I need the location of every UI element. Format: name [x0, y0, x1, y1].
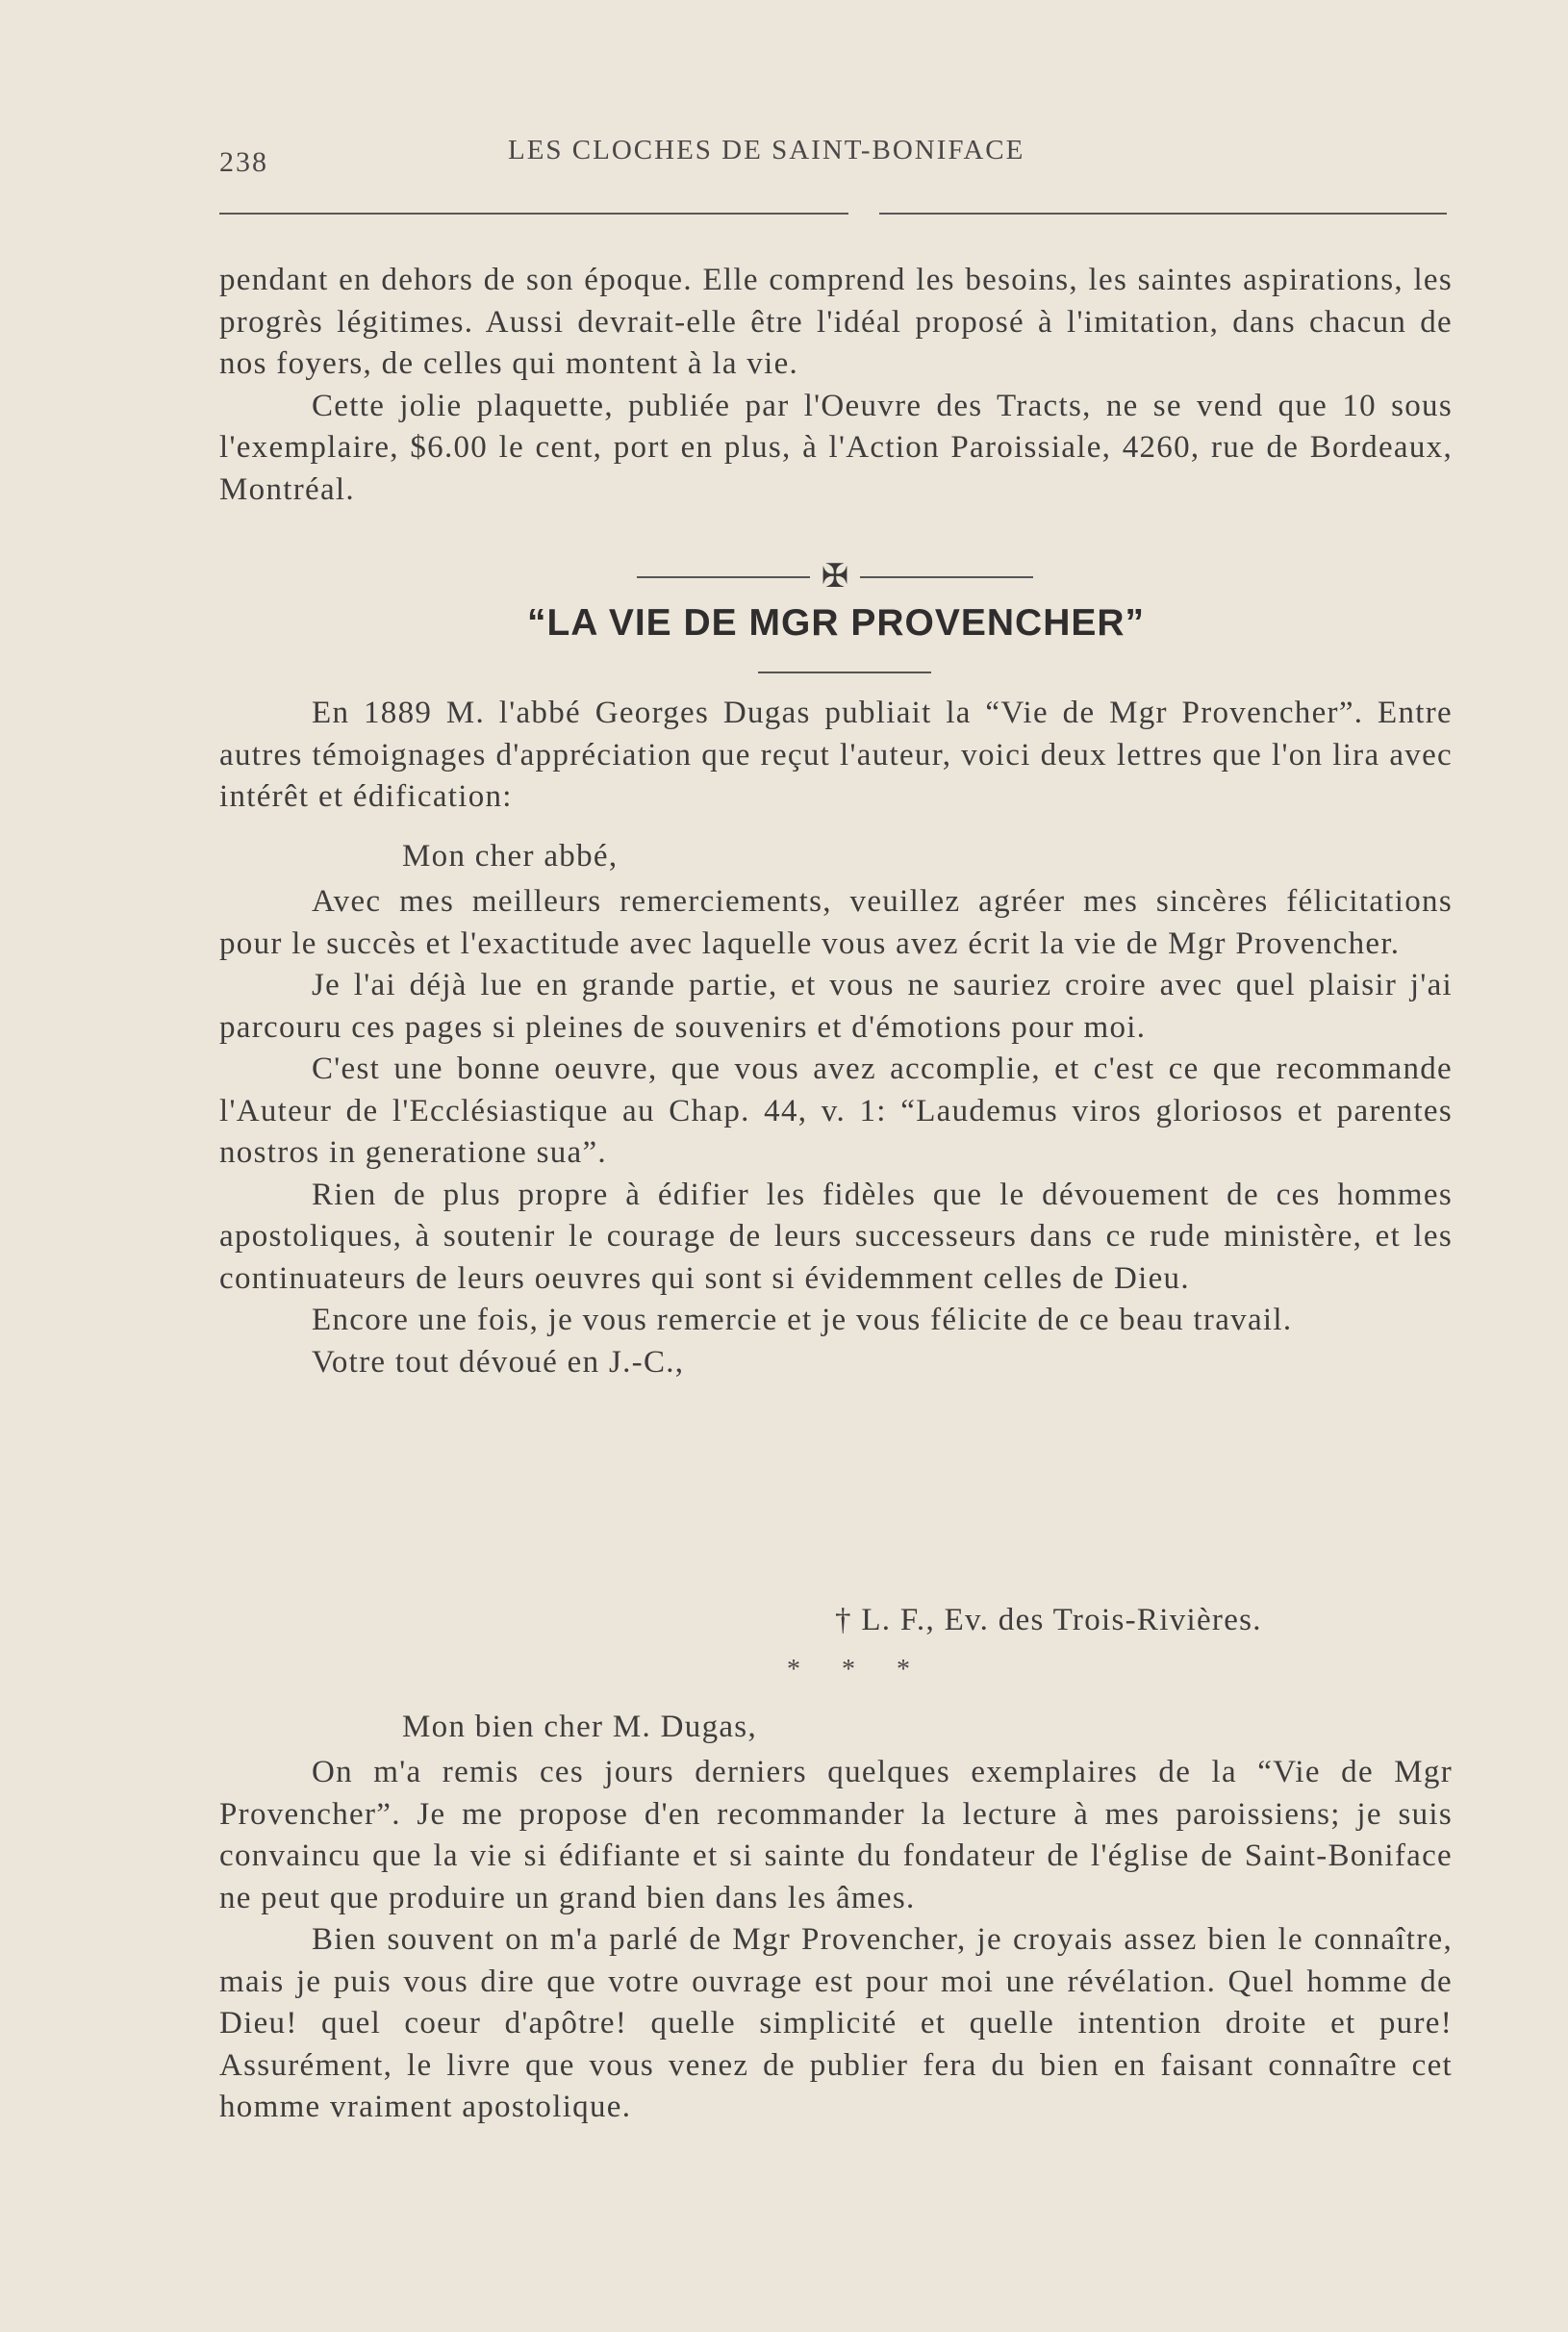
running-title: LES CLOCHES DE SAINT-BONIFACE: [508, 135, 1025, 165]
page-number: 238: [219, 146, 268, 178]
intro-paragraph: pendant en dehors de son époque. Elle comprend les besoins, les saintes aspirations, les progrès légitimes. Aussi devrait-elle être l'idéal proposé à l'imitation, dans chacun de nos foyers, de celles qui montent à la vie.: [219, 263, 1453, 381]
intro-text: [219, 260, 1453, 511]
section-intro-paragraph: En 1889 M. l'abbé Georges Dugas publiait la “Vie de Mgr Provencher”. Entre autres témoignages d'appréciation que reçut l'auteur, voici deux lettres que l'on lira avec intérêt et édification:: [219, 696, 1453, 814]
letter2-body: [219, 1752, 1453, 2129]
letter2-paragraph: On m'a remis ces jours derniers quelques exemplaires de la “Vie de Mgr Provencher”. Je me propose d'en recommander la lecture à mes paroissiens; je suis convaincu que la vie si édifiante et si sainte du fondateur de l'église de Saint-Boniface ne peut que produire un grand bien dans les âmes.: [219, 1755, 1453, 1915]
section-intro: [219, 693, 1453, 819]
ornament-dash-right: [860, 576, 1033, 578]
letter2-paragraph: Bien souvent on m'a parlé de Mgr Provencher, je croyais assez bien le connaître, mais je puis vous dire que votre ouvrage est pour moi une révélation. Quel homme de Dieu! quel coeur d'apôtre! quelle simplicité et quelle intention droite et pure! Assurément, le livre que vous venez de publier fera du bien en faisant connaître cet homme vraiment apostolique.: [219, 1922, 1453, 2124]
letter1-paragraph: C'est une bonne oeuvre, que vous avez accomplie, et c'est ce que recommande l'Auteur de l'Ecclésiastique au Chap. 44, v. 1: “Laudemus viros gloriosos et parentes nostros in generatione sua”.: [219, 1052, 1453, 1170]
cross-icon: ✠: [821, 559, 849, 595]
letter2-salutation: Mon bien cher M. Dugas,: [402, 1710, 758, 1744]
asterism-separator: * * *: [787, 1655, 927, 1685]
section-title: “LA VIE DE MGR PROVENCHER”: [526, 602, 1146, 644]
intro-paragraph: Cette jolie plaquette, publiée par l'Oeuvre des Tracts, ne se vend que 10 sous l'exemplaire, $6.00 le cent, port en plus, à l'Action Paroissiale, 4260, rue de Bordeaux, Montréal.: [219, 388, 1453, 507]
letter1-paragraph: Avec mes meilleurs remerciements, veuillez agréer mes sincères félicitations pour le succès et l'exactitude avec laquelle vous avez écrit la vie de Mgr Provencher.: [219, 884, 1453, 961]
title-rule: [758, 672, 931, 673]
letter1-closing: Votre tout dévoué en J.-C.,: [312, 1344, 685, 1380]
header-rule-right: [879, 213, 1447, 215]
letter1-paragraph: Encore une fois, je vous remercie et je vous félicite de ce beau travail.: [312, 1303, 1293, 1337]
page-header: [219, 135, 1447, 183]
ornament-dash-left: [637, 576, 810, 578]
letter1-signature: † L. F., Ev. des Trois-Rivières.: [835, 1603, 1262, 1637]
letter1-salutation: Mon cher abbé,: [402, 839, 619, 874]
letter1-paragraph: Je l'ai déjà lue en grande partie, et vous ne sauriez croire avec quel plaisir j'ai parcouru ces pages si pleines de souvenirs et d'émotions pour moi.: [219, 968, 1453, 1045]
letter1-body: [219, 881, 1453, 1383]
section-ornament: [575, 556, 1095, 598]
header-rule-left: [219, 213, 848, 215]
letter1-paragraph: Rien de plus propre à édifier les fidèles que le dévouement de ces hommes apostoliques, à soutenir le courage de leurs successeurs dans ce rude ministère, et les continuateurs de leurs oeuvres qui sont si évidemment celles de Dieu.: [219, 1177, 1453, 1296]
